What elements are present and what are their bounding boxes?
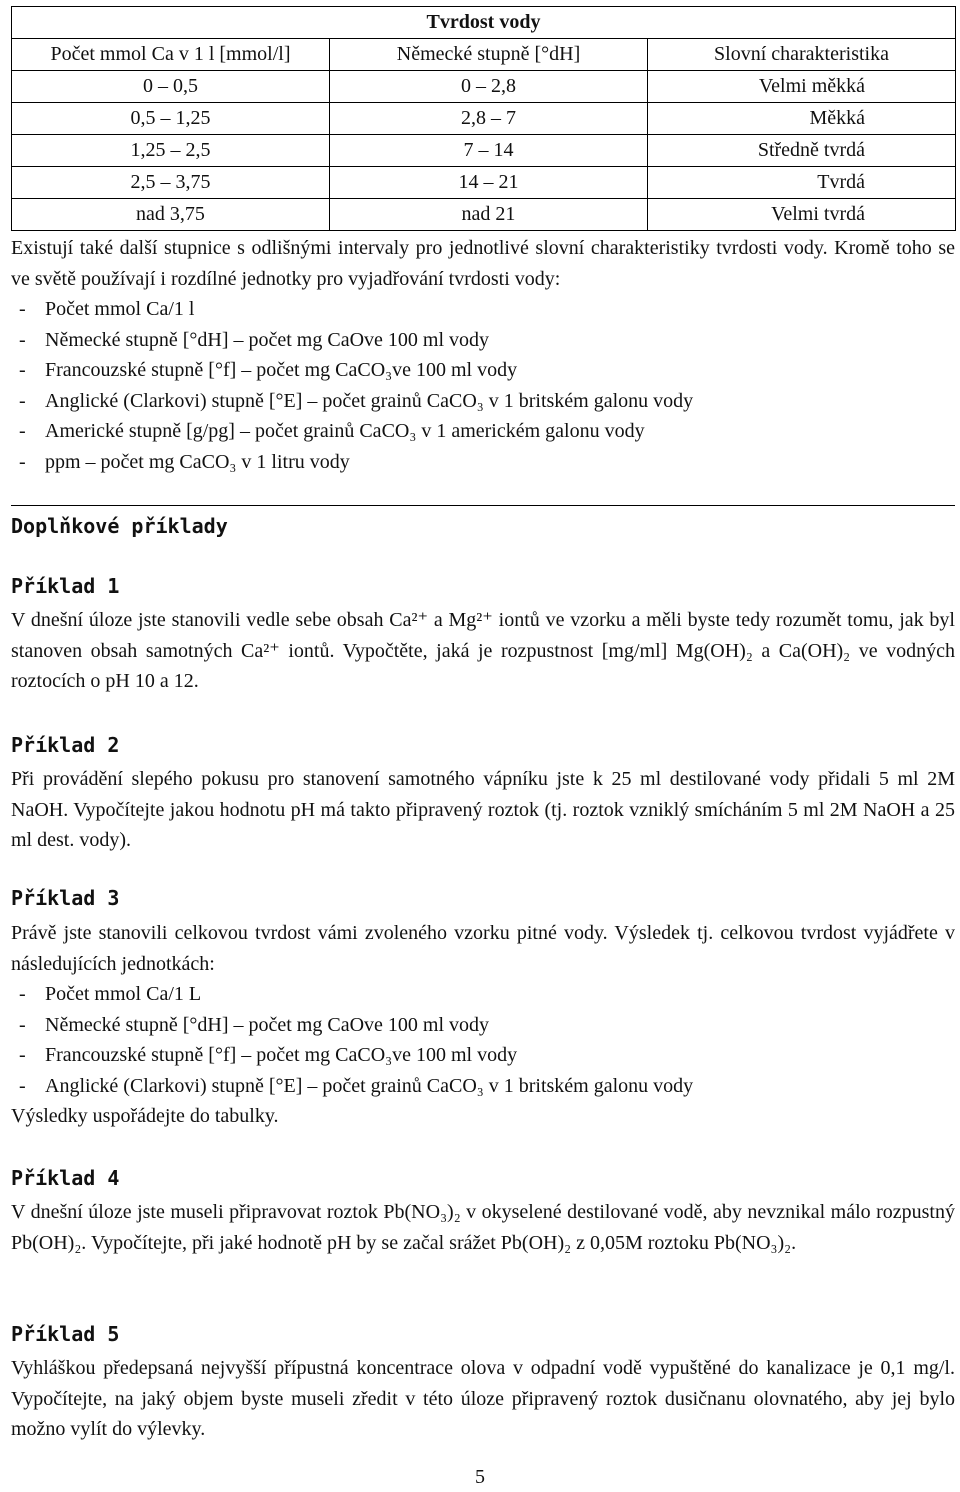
example-4-title: Příklad 4 — [11, 1166, 120, 1190]
table-cell: 0,5 – 1,25 — [12, 103, 330, 135]
table-cell: 0 – 2,8 — [330, 71, 648, 103]
table-row — [12, 199, 956, 231]
page-number: 5 — [475, 1466, 485, 1488]
list-item: - Počet mmol Ca/1 L — [19, 983, 202, 1005]
table-cell: Měkká — [648, 103, 956, 135]
table-cell: 2,5 – 3,75 — [12, 167, 330, 199]
example-3-text: Právě jste stanovili celkovou tvrdost vámi zvoleného vzorku pitné vody. Výsledek tj. celkovou tvrdost vyjádřete v následujících jednotkách: - Počet mmol Ca/1 L - Německé stupně [°dH] – počet mg CaOve 100 ml vody - Francouzské stupně [°f] – počet mg CaCO₃ve 100 ml vody - Anglické (Clarkovi) stupně [°E] – počet grainů CaCO₃ v 1 britském galonu vody Výsledky uspořádejte do tabulky. — [11, 918, 955, 1132]
table-cell: 14 – 21 — [330, 167, 648, 199]
table-title: Tvrdost vody — [12, 7, 956, 39]
example-4-text: V dnešní úloze jste museli připravovat roztok Pb(NO₃)₂ v okyselené destilované vodě, aby nevznikal málo rozpustný Pb(OH)₂. Vypočítejte, při jaké hodnotě pH by se začal srážet Pb(OH)₂ z 0,05M roztoku Pb(NO₃)₂. — [11, 1201, 955, 1254]
water-hardness-table — [11, 6, 956, 231]
table-header-row — [12, 39, 956, 71]
list-item: - Francouzské stupně [°f] – počet mg CaCO₃ve 100 ml vody — [19, 359, 518, 381]
table-cell: Velmi měkká — [648, 71, 956, 103]
list-item: - Počet mmol Ca/1 l — [19, 298, 195, 320]
example-3-after-text: Výsledky uspořádejte do tabulky. — [11, 1105, 279, 1127]
list-item: - Americké stupně [g/pg] – počet grainů CaCO₃ v 1 americkém galonu vody — [19, 420, 645, 442]
table-row — [12, 71, 956, 103]
example-2-title: Příklad 2 — [11, 733, 120, 757]
column-header: Slovní charakteristika — [648, 39, 956, 71]
table-row — [12, 103, 956, 135]
hardness-units-list — [11, 294, 955, 477]
list-item: - Francouzské stupně [°f] – počet mg CaCO₃ve 100 ml vody — [19, 1044, 518, 1066]
example-5-text: Vyhláškou předepsaná nejvyšší přípustná koncentrace olova v odpadní vodě vypuštěné do kanalizace je 0,1 mg/l. Vypočítejte, na jaký objem byste museli zředit v této úloze připravený roztok dusičnanu olovnatého, aby jej bylo možno vylít do výlevky. — [11, 1357, 955, 1440]
example-5-title: Příklad 5 — [11, 1322, 120, 1346]
list-item: - Německé stupně [°dH] – počet mg CaOve 100 ml vody — [19, 1013, 490, 1036]
list-item: - ppm – počet mg CaCO₃ v 1 litru vody — [19, 450, 350, 473]
example-3-title: Příklad 3 — [11, 886, 120, 910]
table-cell: nad 3,75 — [12, 199, 330, 231]
example-3-units-list — [11, 979, 955, 1101]
table-cell: 2,8 – 7 — [330, 103, 648, 135]
table-cell: 0 – 0,5 — [12, 71, 330, 103]
table-row — [12, 167, 956, 199]
column-header: Německé stupně [°dH] — [330, 39, 648, 71]
table-cell: 7 – 14 — [330, 135, 648, 167]
table-cell: Středně tvrdá — [648, 135, 956, 167]
page — [11, 6, 955, 1440]
list-item: - Anglické (Clarkovi) stupně [°E] – počet grainů CaCO₃ v 1 britském galonu vody — [19, 1074, 694, 1097]
column-header: Počet mmol Ca v 1 l [mmol/l] — [12, 39, 330, 71]
list-item: - Anglické (Clarkovi) stupně [°E] – počet grainů CaCO₃ v 1 britském galonu vody — [19, 389, 694, 412]
horizontal-divider — [11, 505, 955, 506]
table-cell: Velmi tvrdá — [648, 199, 956, 231]
example-2-text: Při provádění slepého pokusu pro stanovení samotného vápníku jste k 25 ml destilované vody přidali 5 ml 2M NaOH. Vypočítejte jakou hodnotu pH má takto připravený roztok (tj. roztok vzniklý smícháním 5 ml 2M NaOH a 25 ml dest. vody). — [11, 768, 955, 851]
table-row — [12, 135, 956, 167]
table-cell: 1,25 – 2,5 — [12, 135, 330, 167]
example-1-text: V dnešní úloze jste stanovili vedle sebe obsah Ca²⁺ a Mg²⁺ iontů ve vzorku a měli byste tedy rozumět tomu, jak byl stanoven obsah samotných Ca²⁺ iontů. Vypočtěte, jaká je rozpustnost [mg/ml] Mg(OH)₂ a Ca(OH)₂ ve vodných roztocích o pH 10 a 12. — [11, 609, 955, 692]
list-item: - Německé stupně [°dH] – počet mg CaOve 100 ml vody — [19, 328, 490, 351]
intro-paragraph: Existují také další stupnice s odlišnými intervaly pro jednotlivé slovní charakteristiky tvrdosti vody. Kromě toho se ve světě používají i rozdílné jednotky pro vyjadřování tvrdosti vody: — [11, 237, 955, 290]
table-cell: nad 21 — [330, 199, 648, 231]
section-title: Doplňkové příklady — [11, 514, 228, 538]
table-cell: Tvrdá — [648, 167, 956, 199]
example-1-title: Příklad 1 — [11, 574, 120, 598]
